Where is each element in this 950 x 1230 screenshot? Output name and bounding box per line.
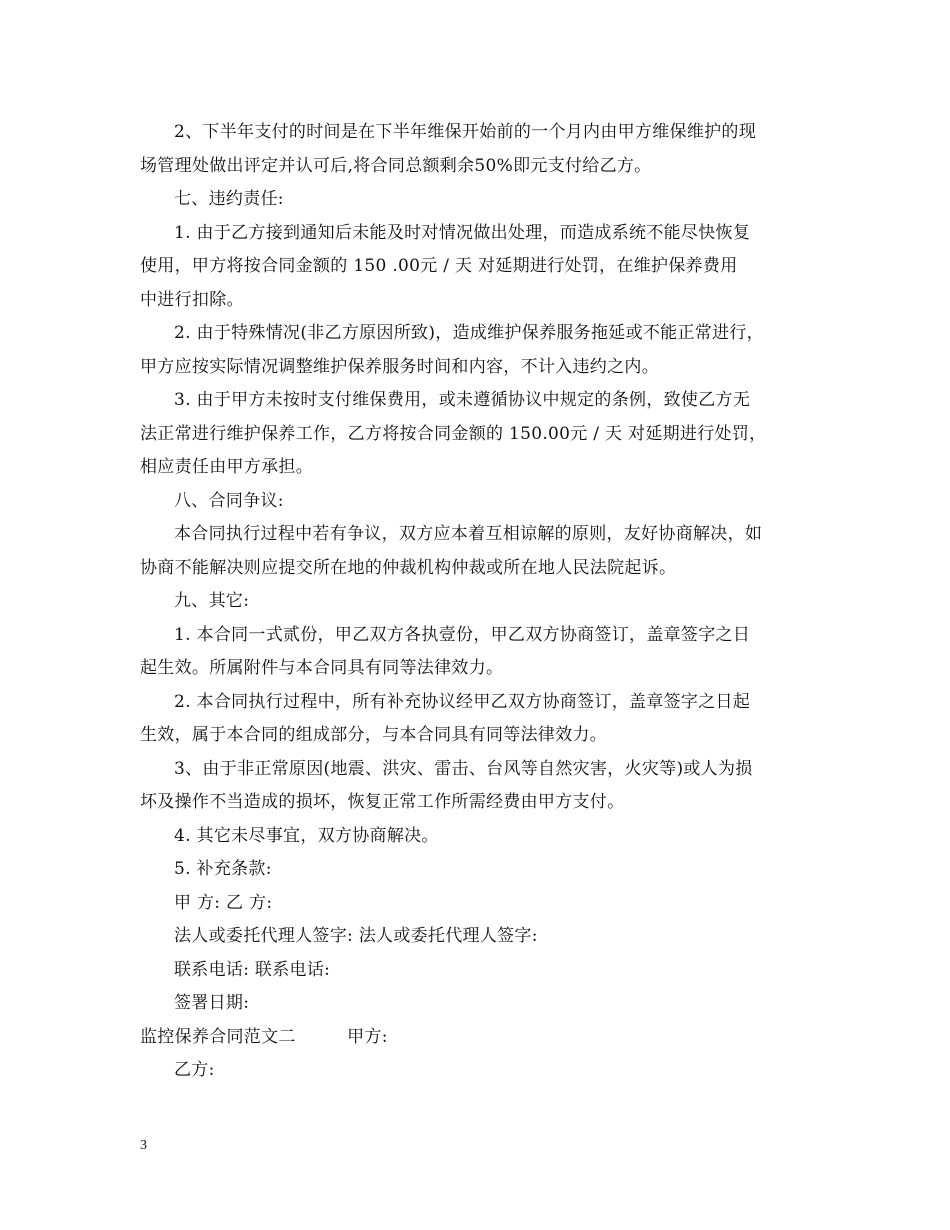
other-clause-5: 5. 补充条款: xyxy=(174,859,272,879)
payment-paragraph-line-2: 场管理处做出评定并认可后,将合同总额剩余50%即元支付给乙方。 xyxy=(140,155,652,176)
signing-date-label: 签署日期: xyxy=(174,993,250,1013)
second-contract-party-a-label: 甲方: xyxy=(347,1026,388,1047)
breach-clause-3-line-3: 相应责任由甲方承担。 xyxy=(140,457,313,477)
breach-clause-2-line-2: 甲方应按实际情况调整维护保养服务时间和内容，不计入违约之内。 xyxy=(140,356,659,377)
page-number: 3 xyxy=(140,1138,147,1153)
document-body xyxy=(140,116,830,1088)
other-clause-1-line-2: 起生效。所属附件与本合同具有同等法律效力。 xyxy=(140,658,504,678)
breach-clause-1-line-2: 使用，甲方将按合同金额的 150 .00元 / 天 对延期进行处罚，在维护保养费用 xyxy=(140,256,738,276)
signature-labels: 法人或委托代理人签字: 法人或委托代理人签字: xyxy=(174,926,538,946)
dispute-paragraph-line-2: 协商不能解决则应提交所在地的仲裁机构仲裁或所在地人民法院起诉。 xyxy=(140,557,677,578)
breach-clause-3-line-2: 法正常进行维护保养工作，乙方将按合同金额的 150.00元 / 天 对延期进行处罚， xyxy=(140,423,767,444)
payment-paragraph-line-1: 2、下半年支付的时间是在下半年维保开始前的一个月内由甲方维保维护的现 xyxy=(174,122,757,142)
other-clause-1-line-1: 1. 本合同一式贰份，甲乙双方各执壹份，甲乙双方协商签订，盖章签字之日 xyxy=(174,624,751,645)
phone-labels: 联系电话: 联系电话: xyxy=(174,959,331,980)
section-heading-dispute: 八、合同争议: xyxy=(174,490,284,511)
breach-clause-3-line-1: 3. 由于甲方未按时支付维保费用，或未遵循协议中规定的条例，致使乙方无 xyxy=(174,390,751,410)
section-heading-other: 九、其它: xyxy=(174,591,250,611)
party-labels: 甲 方: 乙 方: xyxy=(174,892,273,913)
dispute-paragraph-line-1: 本合同执行过程中若有争议，双方应本着互相谅解的原则，友好协商解决，如 xyxy=(174,524,763,544)
breach-clause-1-line-3: 中进行扣除。 xyxy=(140,289,244,310)
other-clause-4: 4. 其它未尽事宜，双方协商解决。 xyxy=(174,825,439,846)
section-heading-breach: 七、违约责任: xyxy=(174,189,284,209)
breach-clause-1-line-1: 1. 由于乙方接到通知后未能及时对情况做出处理，而造成系统不能尽快恢复 xyxy=(174,222,751,243)
other-clause-2-line-2: 生效，属于本合同的组成部分，与本合同具有同等法律效力。 xyxy=(140,725,608,745)
other-clause-2-line-1: 2. 本合同执行过程中，所有补充协议经甲乙双方协商签订，盖章签字之日起 xyxy=(174,691,751,712)
second-contract-title: 监控保养合同范文二 xyxy=(140,1026,296,1047)
other-clause-3-line-1: 3、由于非正常原因(地震、洪灾、雷击、台风等自然灾害，火灾等)或人为损 xyxy=(174,758,753,779)
second-contract-title-line xyxy=(140,1021,830,1055)
second-contract-party-b-label: 乙方: xyxy=(174,1060,215,1080)
breach-clause-2-line-1: 2. 由于特殊情况(非乙方原因所致)，造成维护保养服务拖延或不能正常进行， xyxy=(174,323,764,343)
other-clause-3-line-2: 坏及操作不当造成的损坏，恢复正常工作所需经费由甲方支付。 xyxy=(140,792,625,812)
